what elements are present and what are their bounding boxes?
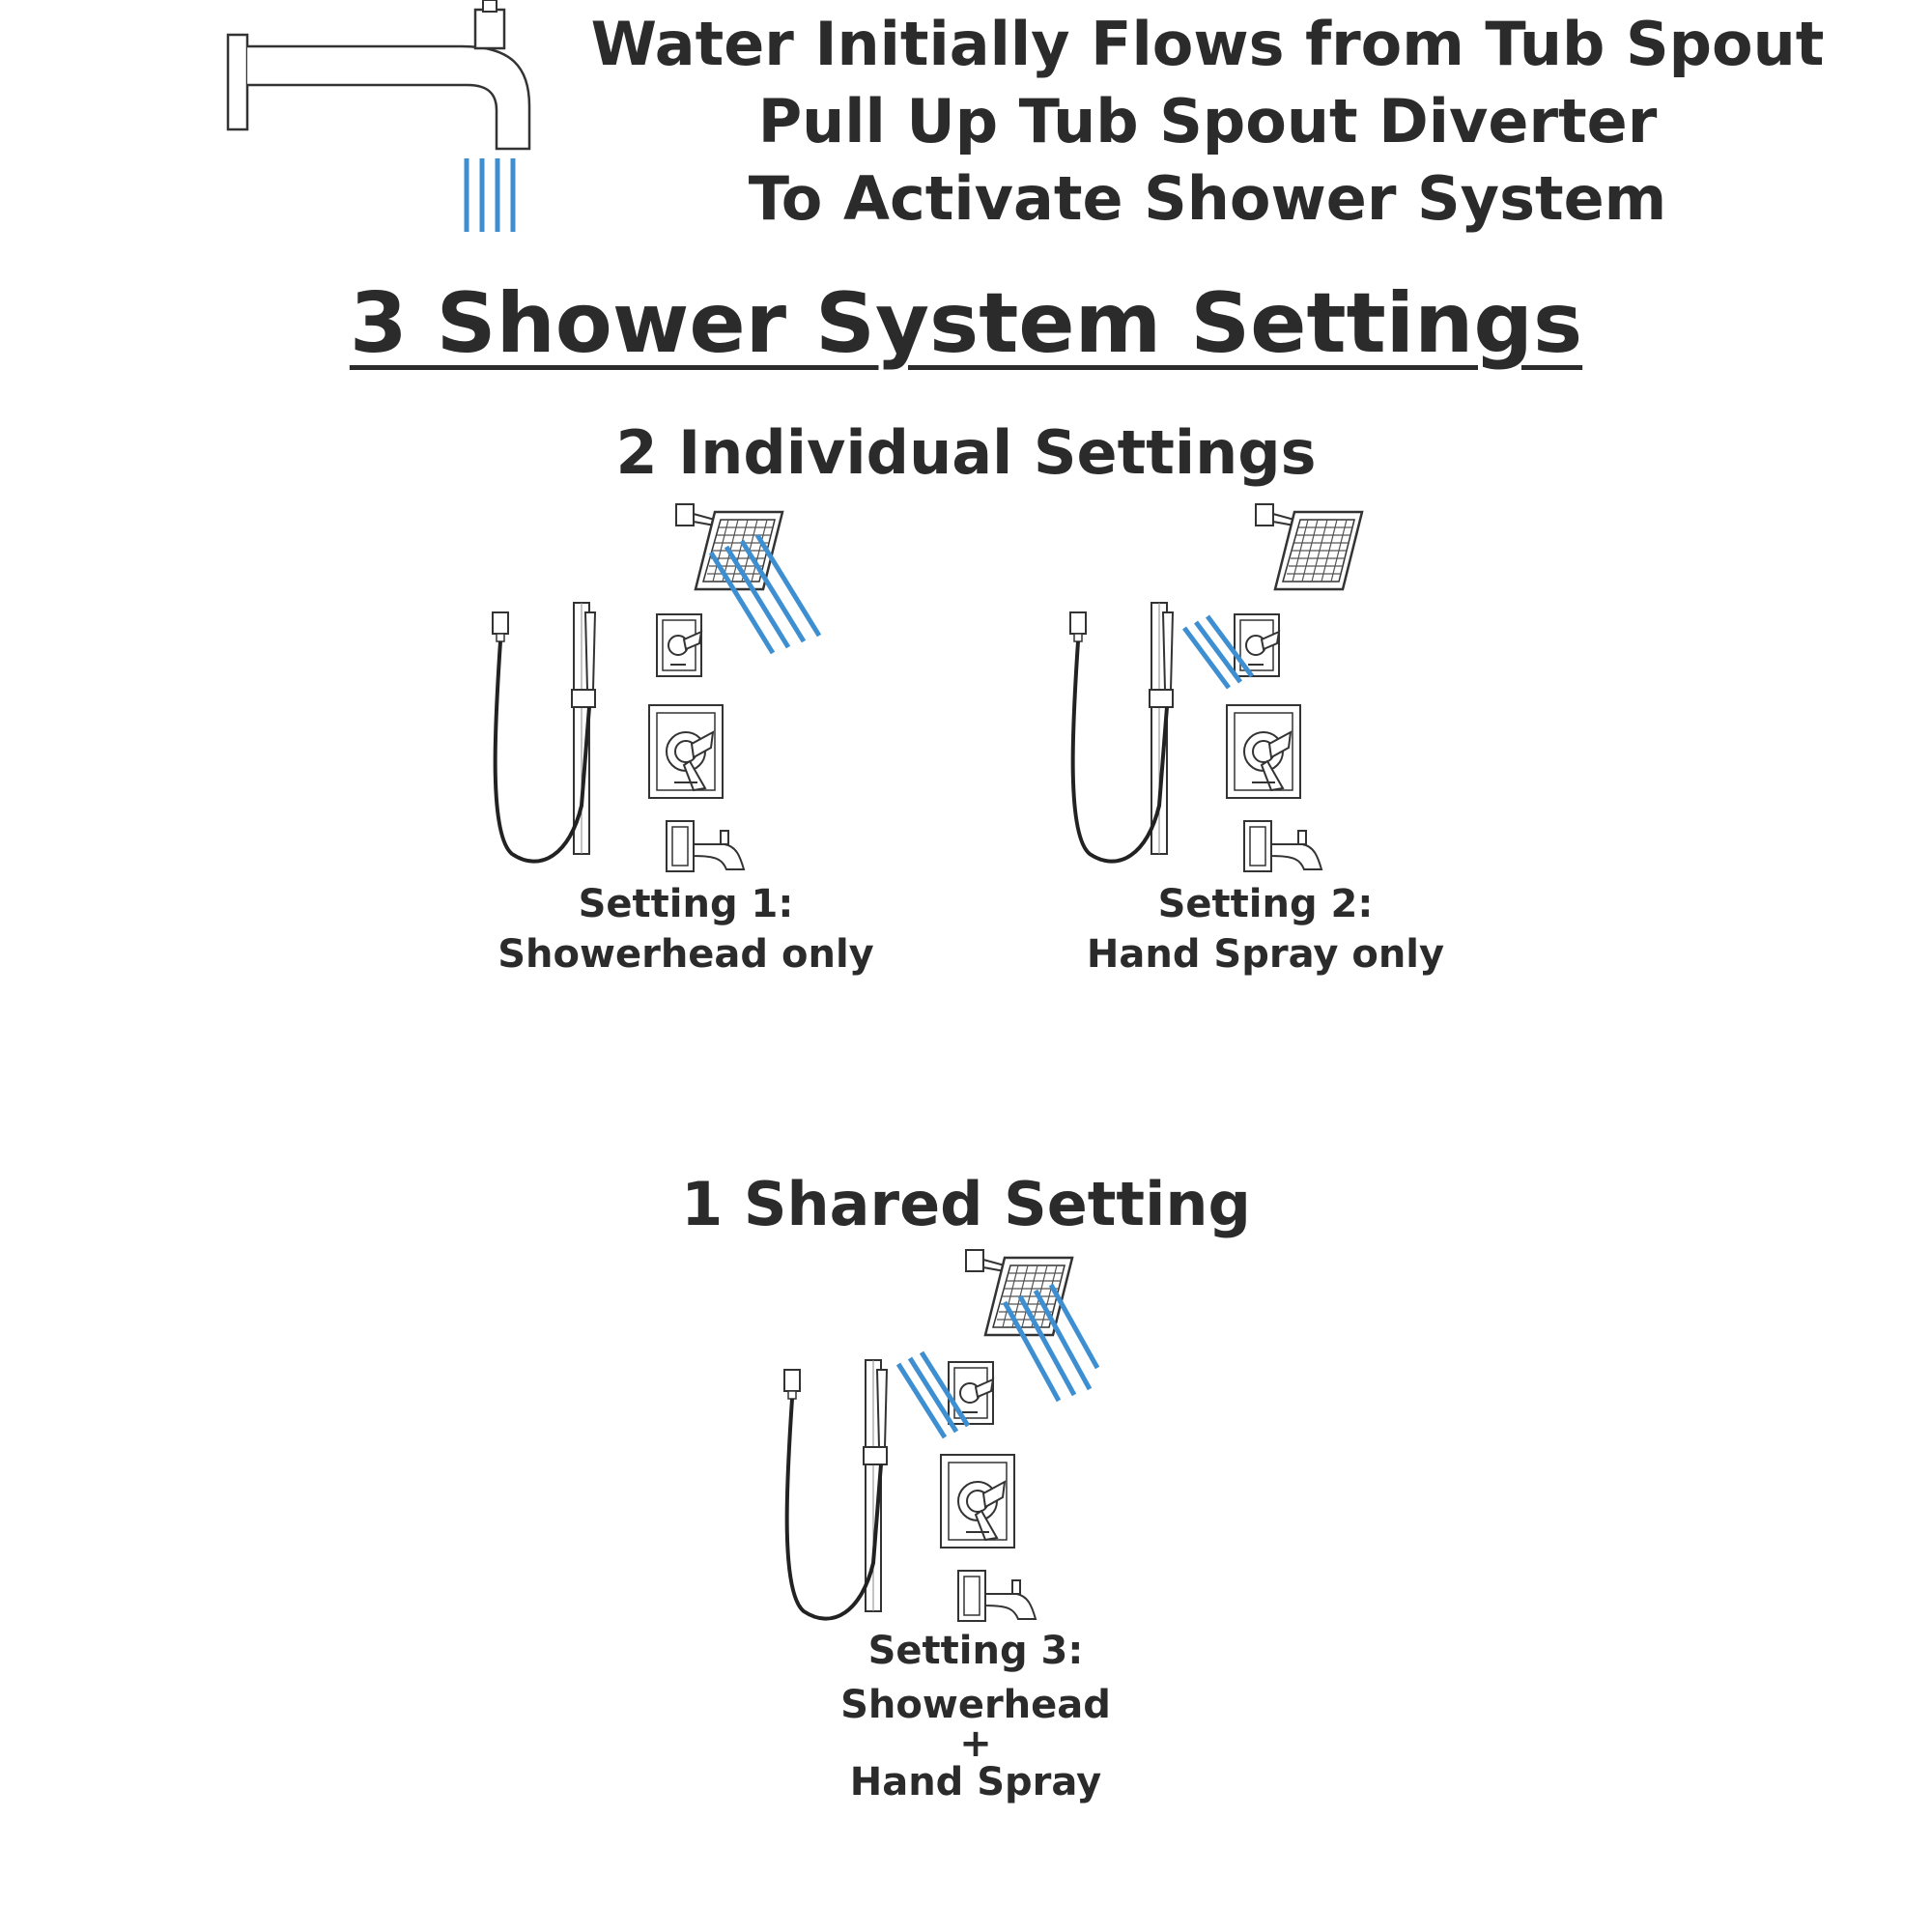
setting-3-caption	[734, 1629, 1217, 1804]
diverter-valve-icon	[949, 1362, 993, 1424]
hand-spray-icon	[493, 603, 595, 862]
setting-3-line-2: Hand Spray	[849, 1760, 1102, 1804]
page-title: 3 Shower System Settings	[349, 275, 1583, 372]
diverter-valve-icon	[657, 614, 701, 676]
setting-2-illustration	[1070, 504, 1362, 871]
showerhead-icon	[1256, 504, 1362, 589]
intro-text	[541, 6, 1874, 238]
setting-1-desc: Showerhead only	[497, 932, 874, 977]
thermostatic-valve-icon	[941, 1455, 1014, 1548]
thermostatic-valve-icon	[1227, 705, 1300, 798]
setting-1-caption	[444, 879, 927, 980]
tub-spout-icon	[958, 1571, 1036, 1621]
setting-1-illustration	[493, 504, 819, 871]
hand-spray-icon	[1070, 603, 1173, 862]
setting-1-label: Setting 1:	[578, 882, 794, 926]
setting-3-line-1: Showerhead	[840, 1683, 1111, 1727]
tub-spout-icon	[228, 0, 529, 149]
setting-3-illustration	[784, 1250, 1097, 1621]
setting-2-desc: Hand Spray only	[1086, 932, 1445, 977]
setting-3-label: Setting 3:	[867, 1629, 1084, 1673]
diverter-valve-icon	[1235, 614, 1279, 676]
thermostatic-valve-icon	[649, 705, 723, 798]
setting-2-label: Setting 2:	[1157, 882, 1374, 926]
setting-3-plus: +	[959, 1721, 992, 1766]
intro-line-3: To Activate Shower System	[748, 163, 1667, 234]
tub-spout-icon	[667, 821, 744, 871]
setting-2-caption	[1024, 879, 1507, 980]
hand-spray-icon	[784, 1360, 887, 1619]
individual-settings-title: 2 Individual Settings	[615, 417, 1317, 488]
shared-setting-title: 1 Shared Setting	[681, 1169, 1251, 1239]
intro-line-2: Pull Up Tub Spout Diverter	[757, 86, 1658, 156]
water-stream-icon	[467, 158, 513, 232]
intro-line-1: Water Initially Flows from Tub Spout	[590, 9, 1825, 79]
tub-spout-icon	[1244, 821, 1321, 871]
